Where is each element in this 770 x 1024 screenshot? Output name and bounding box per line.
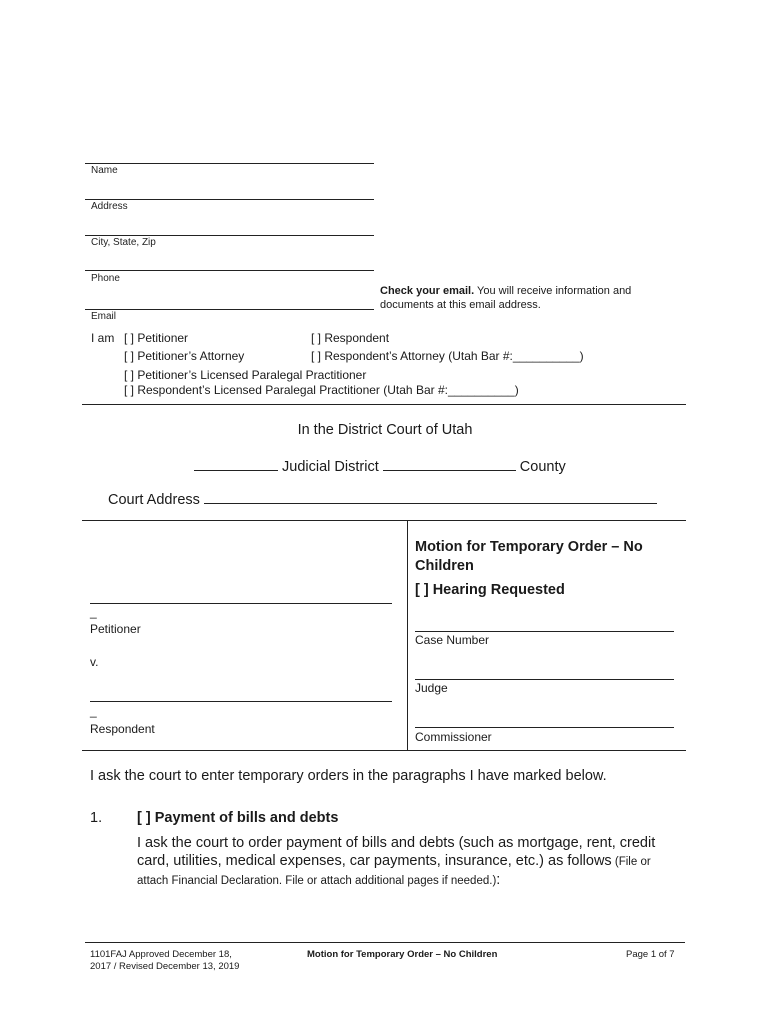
email-note-rest: You will receive information and (474, 285, 632, 297)
petitioner-attorney-checkbox[interactable]: [ ] Petitioner’s Attorney (124, 349, 245, 363)
caption-bottom-border (82, 750, 686, 751)
item1-line3-end: : (496, 872, 501, 888)
footer-divider (85, 942, 685, 943)
email-note-line2: documents at this email address. (380, 299, 541, 311)
item1-line3-small: attach Financial Declaration. File or attach additional pages if needed.) (137, 875, 497, 887)
district-blank[interactable] (194, 456, 278, 471)
footer-form-id-line1: 1101FAJ Approved December 18, (90, 949, 232, 960)
section-divider-top (82, 404, 686, 405)
court-title: In the District Court of Utah (297, 422, 473, 438)
email-line (85, 309, 374, 310)
petitioner-label: Petitioner (90, 622, 141, 636)
item1-line2: card, utilities, medical expenses, car payments, insurance, etc.) as follows (137, 853, 612, 869)
versus-label: v. (90, 655, 99, 669)
caption-top-border (82, 520, 686, 521)
county-label: County (519, 459, 566, 475)
name-line (85, 163, 374, 164)
item1-number: 1. (90, 810, 103, 826)
district-label: Judicial District (282, 459, 379, 475)
commissioner-label: Commissioner (415, 730, 492, 744)
intro-paragraph: I ask the court to enter temporary orders in the paragraphs I have marked below. (90, 768, 607, 784)
email-note-bold: Check your email. (380, 285, 475, 297)
city-label: City, State, Zip (91, 237, 156, 248)
respondent-checkbox[interactable]: [ ] Respondent (311, 331, 390, 345)
respondent-line (90, 701, 392, 702)
address-line (85, 199, 374, 200)
hearing-requested-checkbox[interactable]: [ ] Hearing Requested (415, 582, 565, 598)
document-title: Motion for Temporary Order – No Children (415, 539, 643, 574)
commissioner-line[interactable] (415, 727, 674, 728)
court-address-label: Court Address (108, 492, 200, 508)
petitioner-paralegal-checkbox[interactable]: [ ] Petitioner’s Licensed Paralegal Practitioner (124, 368, 367, 382)
judge-label: Judge (415, 681, 448, 695)
item1-line2-wrap (137, 852, 697, 871)
name-label: Name (91, 165, 118, 176)
court-address-blank[interactable] (204, 489, 657, 504)
respondent-paralegal-checkbox[interactable]: [ ] Respondent’s Licensed Paralegal Practitioner (Utah Bar #:__________) (124, 383, 519, 397)
case-number-label: Case Number (415, 633, 490, 647)
email-label: Email (91, 311, 117, 322)
respondent-label: Respondent (90, 722, 155, 736)
footer-page-number: Page 1 of 7 (626, 949, 675, 960)
address-label: Address (91, 201, 128, 212)
court-address-row (108, 489, 657, 508)
case-number-line[interactable] (415, 631, 674, 632)
county-blank[interactable] (383, 456, 516, 471)
item1-text (137, 834, 697, 890)
item1-checkbox-title[interactable]: [ ] Payment of bills and debts (137, 810, 339, 826)
district-county-line (194, 456, 566, 475)
phone-line (85, 270, 374, 271)
judge-line[interactable] (415, 679, 674, 680)
respondent-attorney-checkbox[interactable]: [ ] Respondent’s Attorney (Utah Bar #:__________) (311, 349, 584, 363)
phone-label: Phone (91, 273, 120, 284)
item1-line2-small: (File or (611, 856, 651, 868)
petitioner-underscore: _ (90, 605, 97, 619)
footer-title: Motion for Temporary Order – No Children (307, 949, 498, 960)
city-line (85, 235, 374, 236)
footer-form-id-line2: 2017 / Revised December 13, 2019 (90, 961, 240, 972)
caption-divider (407, 520, 408, 750)
respondent-underscore: _ (90, 704, 97, 718)
email-note (380, 284, 680, 312)
i-am-label: I am (91, 331, 115, 345)
item1-line3-wrap (137, 871, 697, 890)
petitioner-line (90, 603, 392, 604)
item1-line1: I ask the court to order payment of bills and debts (such as mortgage, rent, credit (137, 835, 656, 851)
petitioner-checkbox[interactable]: [ ] Petitioner (124, 331, 189, 345)
footer-form-id (90, 949, 239, 973)
